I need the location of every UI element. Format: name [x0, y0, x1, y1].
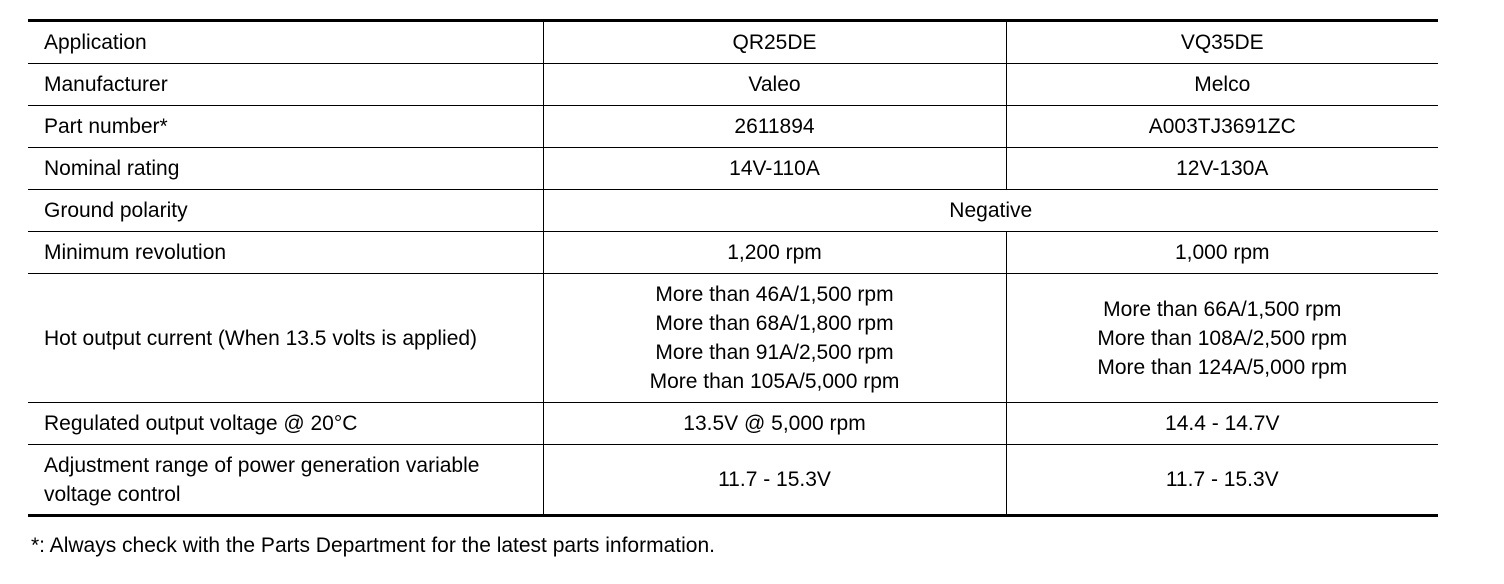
qr25de-value: Valeo — [543, 64, 1006, 106]
row-label: Part number* — [28, 106, 543, 148]
value-line: More than 68A/1,800 rpm — [655, 312, 894, 335]
vq35de-value: 11.7 - 15.3V — [1006, 445, 1438, 516]
table-row — [28, 274, 1438, 403]
value-line: More than 66A/1,500 rpm — [1103, 297, 1342, 321]
qr25de-value: 2611894 — [543, 106, 1006, 148]
row-label: Regulated output voltage @ 20°C — [28, 403, 543, 445]
vq35de-value — [1006, 274, 1438, 403]
alternator-specification-table — [28, 19, 1438, 517]
vq35de-value: 12V-130A — [1006, 148, 1438, 190]
table-row — [28, 21, 1438, 64]
table-row — [28, 445, 1438, 516]
parts-footnote: *: Always check with the Parts Department for the latest parts information. — [31, 534, 715, 557]
vq35de-value: VQ35DE — [1006, 21, 1438, 64]
table-row — [28, 64, 1438, 106]
table-row — [28, 232, 1438, 274]
value-line: More than 105A/5,000 rpm — [649, 370, 900, 393]
vq35de-value: A003TJ3691ZC — [1006, 106, 1438, 148]
vq35de-value: 1,000 rpm — [1006, 232, 1438, 274]
vq35de-value: 14.4 - 14.7V — [1006, 403, 1438, 445]
table-row — [28, 190, 1438, 232]
qr25de-value: 13.5V @ 5,000 rpm — [543, 403, 1006, 445]
row-label: Minimum revolution — [28, 232, 543, 274]
qr25de-value — [543, 274, 1006, 403]
row-label: Ground polarity — [28, 190, 543, 232]
table-row — [28, 403, 1438, 445]
value-line: More than 108A/2,500 rpm — [1097, 326, 1348, 350]
qr25de-value: 14V-110A — [543, 148, 1006, 190]
value-line: More than 46A/1,500 rpm — [655, 283, 894, 306]
value-line: More than 91A/2,500 rpm — [655, 341, 894, 364]
row-label: Adjustment range of power generation variable voltage control — [28, 445, 543, 516]
row-label: Nominal rating — [28, 148, 543, 190]
shared-value: Negative — [543, 190, 1438, 232]
vq35de-value: Melco — [1006, 64, 1438, 106]
row-label: Manufacturer — [28, 64, 543, 106]
row-label: Hot output current (When 13.5 volts is applied) — [28, 274, 543, 403]
qr25de-value: QR25DE — [543, 21, 1006, 64]
qr25de-value: 1,200 rpm — [543, 232, 1006, 274]
row-label: Application — [28, 21, 543, 64]
value-line: More than 124A/5,000 rpm — [1097, 355, 1348, 379]
qr25de-value: 11.7 - 15.3V — [543, 445, 1006, 516]
table-row — [28, 106, 1438, 148]
table-row — [28, 148, 1438, 190]
